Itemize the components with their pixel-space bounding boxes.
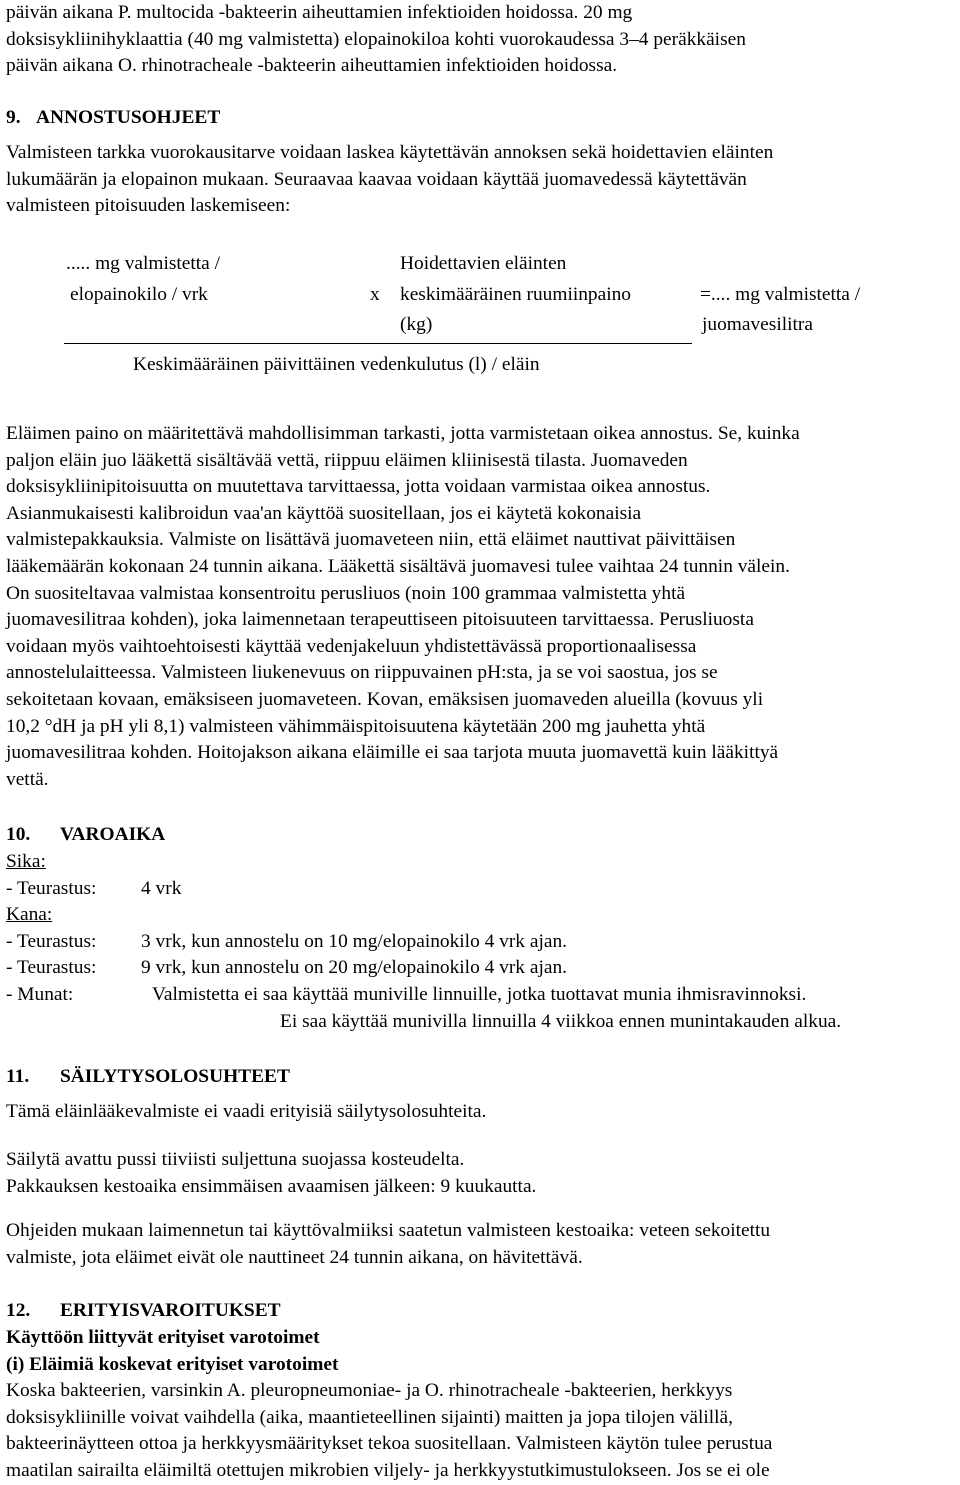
formula-numerator-right-line-2: keskimääräinen ruumiinpaino: [400, 284, 632, 305]
section-number: 10.: [6, 824, 31, 845]
withdrawal-row-eggs: [6, 982, 958, 1009]
section-title: ERITYISVAROITUKSET: [60, 1300, 281, 1321]
storage-line: Tämä eläinlääkevalmiste ei vaadi erityisiä säilytysolosuhteita.: [6, 1101, 487, 1122]
text-line: päivän aikana P. multocida -bakteerin aiheuttamien infektioiden hoidossa. 20 mg: [6, 2, 633, 23]
formula-numerator-right-line-3: (kg): [400, 314, 433, 335]
withdrawal-value: 4 vrk: [141, 877, 182, 899]
text-line: päivän aikana O. rhinotracheale -bakteerin aiheuttamien infektioiden hoidossa.: [6, 55, 618, 77]
section-10-body: [6, 849, 958, 1035]
text-line: valmisteen pitoisuuden laskemiseen:: [6, 195, 291, 217]
withdrawal-label: - Teurastus:: [6, 877, 97, 899]
text-line: paljon eläin juo lääkettä sisältävää vettä, riippuu eläimen kliinisestä tilasta. Juomaveden: [6, 449, 688, 471]
text-line: lääkemäärän kokonaan 24 tunnin aikana. Lääkettä sisältävä juomavesi tulee vaihtaa 24 tunnin välein.: [6, 555, 790, 577]
text-line: doksisykliinipitoisuutta on muutettava tarvittaessa, jotta voidaan varmistaa oikea annostus.: [6, 476, 711, 498]
text-line: Eläimen paino on määritettävä mahdollisimman tarkasti, jotta varmistetaan oikea annostus. Se, kuinka: [6, 423, 800, 444]
text-line: voidaan myös vaihtoehtoisesti käyttää vedenjakeluun yhdistettävässä proportionaalisessa: [6, 635, 697, 657]
section-12-subtitle: (i) Eläimiä koskevat erityiset varotoimet: [6, 1354, 339, 1375]
section-11-heading: [6, 1064, 958, 1091]
text-line: doksisykliinille voivat vaihdella (aika, maantieteellinen sijainti) maitten ja jopa tilojen välillä,: [6, 1406, 733, 1428]
section-12-body: [6, 1378, 958, 1484]
withdrawal-value: Valmistetta ei saa käyttää muniville linnuille, jotka tuottavat munia ihmisravinnoksi.: [152, 983, 807, 1005]
withdrawal-row: [6, 955, 958, 982]
text-line: Valmisteen tarkka vuorokausitarve voidaan laskea käytettävän annoksen sekä hoidettavien eläinten: [6, 142, 774, 163]
text-line: valmistepakkauksia. Valmiste on lisättävä juomaveteen niin, että eläimet nauttivat päivittäisen: [6, 529, 736, 551]
formula-denominator: Keskimääräinen päivittäinen vedenkulutus (l) / eläin: [133, 354, 540, 375]
withdrawal-row-eggs-continued: [6, 1009, 958, 1036]
species-label-pig: Sika:: [6, 851, 46, 872]
section-10-heading: [6, 822, 958, 849]
text-line: Koska bakteerien, varsinkin A. pleuropneumoniae- ja O. rhinotracheale -bakteerien, herkkyys: [6, 1380, 733, 1401]
fraction-bar: [64, 343, 692, 344]
section-number: 11.: [6, 1066, 30, 1087]
formula-numerator-right-line-1: Hoidettavien eläinten: [400, 253, 567, 274]
text-line: Ohjeiden mukaan laimennetun tai käyttövalmiiksi saatetun valmisteen kestoaika: veteen sekoitettu: [6, 1220, 771, 1241]
text-line: bakteerinäytteen ottoa ja herkkyysmääritykset tekoa suositellaan. Valmisteen käytön tulee perustua: [6, 1433, 773, 1455]
withdrawal-label: - Teurastus:: [6, 930, 97, 952]
section-12-heading: [6, 1298, 958, 1325]
section-9-body: [6, 421, 958, 793]
section-number: 9.: [6, 107, 21, 128]
species-label-hen: Kana:: [6, 904, 53, 926]
storage-line: Säilytä avattu pussi tiiviisti suljettuna suojassa kosteudelta.: [6, 1149, 465, 1170]
section-title: VAROAIKA: [60, 824, 166, 845]
section-title: SÄILYTYSOLOSUHTEET: [60, 1066, 290, 1087]
withdrawal-label: - Teurastus:: [6, 957, 97, 979]
text-line: juomavesilitraa kohden. Hoitojakson aikana eläimille ei saa tarjota muuta juomavettä kuin lääkittyä: [6, 742, 779, 764]
withdrawal-value: Ei saa käyttää munivilla linnuilla 4 viikkoa ennen munintakauden alkua.: [280, 1010, 842, 1032]
withdrawal-value: 9 vrk, kun annostelu on 20 mg/elopainokilo 4 vrk ajan.: [141, 957, 567, 979]
formula-multiply-sign: x: [370, 284, 380, 305]
text-line: lukumäärän ja elopainon mukaan. Seuraavaa kaavaa voidaan käyttää juomavedessä käytettävän: [6, 168, 747, 190]
formula-numerator-left-line-2: elopainokilo / vrk: [70, 284, 208, 305]
withdrawal-row: [6, 929, 958, 956]
formula-result-line-1: =.... mg valmistetta /: [700, 284, 861, 305]
dosage-formula: [0, 0, 960, 400]
storage-line: Pakkauksen kestoaika ensimmäisen avaamisen jälkeen: 9 kuukautta.: [6, 1176, 537, 1197]
text-line: On suositeltavaa valmistaa konsentroitu perusliuos (noin 100 grammaa valmistetta yhtä: [6, 582, 686, 604]
text-line: doksisykliinihyklaattia (40 mg valmistetta) elopainokiloa kohti vuorokaudessa 3–4 peräkkäisen: [6, 28, 746, 50]
text-line: juomavesilitraa kohden), joka laimennetaan terapeuttiseen pitoisuuteen tarvittaessa. Perusliuosta: [6, 609, 754, 631]
withdrawal-value: 3 vrk, kun annostelu on 10 mg/elopainokilo 4 vrk ajan.: [141, 930, 567, 952]
text-line: maatilan sairailta eläimiltä otettujen mikrobien viljely- ja herkkyystutkimustulokseen. Jos se ei ole: [6, 1459, 770, 1481]
text-line: annostelulaitteessa. Valmisteen liukenevuus on riippuvainen pH:sta, ja se voi saostua, jos se: [6, 662, 718, 684]
formula-numerator-left-line-1: ..... mg valmistetta /: [66, 253, 221, 274]
section-title: ANNOSTUSOHJEET: [36, 107, 221, 128]
text-line: 10,2 °dH ja pH yli 8,1) valmisteen vähimmäispitoisuutena käytetään 200 mg jauhetta yhtä: [6, 715, 706, 737]
formula-result-line-2: juomavesilitra: [702, 314, 813, 335]
section-11-paragraph: [6, 1218, 958, 1271]
withdrawal-row: [6, 876, 958, 903]
section-12-subtitle: Käyttöön liittyvät erityiset varotoimet: [6, 1327, 320, 1348]
text-line: sekoitetaan kovaan, emäksiseen juomaveteen. Kovan, emäksisen juomaveden alueilla (kovuus yli: [6, 688, 764, 710]
text-line: vettä.: [6, 768, 49, 790]
section-number: 12.: [6, 1300, 31, 1321]
text-line: valmiste, jota eläimet eivät ole nauttineet 24 tunnin aikana, on hävitettävä.: [6, 1246, 583, 1268]
withdrawal-label: - Munat:: [6, 983, 74, 1005]
text-line: Asianmukaisesti kalibroidun vaa'an käyttöä suositellaan, jos ei käytetä kokonaisia: [6, 502, 642, 524]
